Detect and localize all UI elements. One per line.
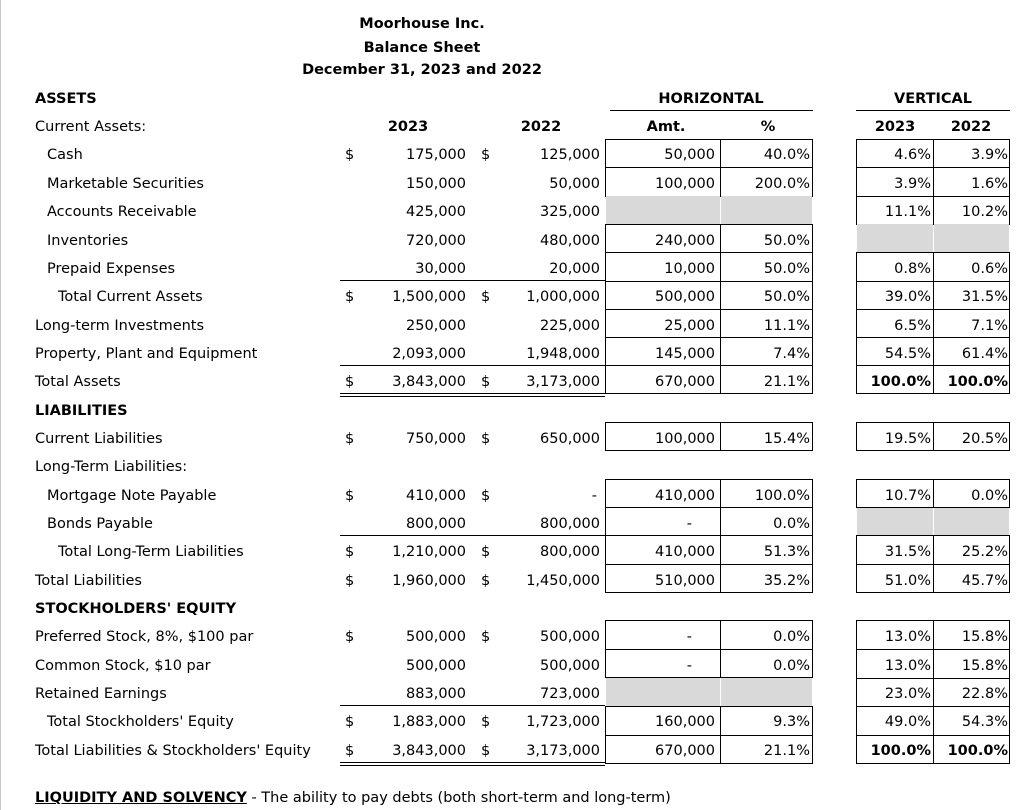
footer-note [35, 789, 671, 807]
label-long-term-liabilities: Long-Term Liabilities: [35, 459, 188, 475]
cell-divider [856, 649, 1010, 650]
vertical-2023: 13.0% [884, 629, 931, 645]
amount-2023: 1,883,000 [392, 714, 466, 730]
horizontal-amt: 240,000 [655, 233, 715, 249]
horizontal-pct: 9.3% [773, 714, 810, 730]
row-label: Common Stock, $10 par [35, 658, 211, 674]
vertical-2023: 13.0% [884, 658, 931, 674]
horizontal-heading: HORIZONTAL [658, 91, 764, 107]
horizontal-pct: 50.0% [763, 289, 810, 305]
subtotal-rule [340, 535, 605, 536]
currency-sign: $ [345, 573, 355, 589]
amount-2022: 3,173,000 [526, 374, 600, 390]
amount-2023: 3,843,000 [392, 374, 466, 390]
cell-divider [856, 564, 1010, 565]
cell-divider [856, 309, 1010, 310]
subtotal-rule [340, 280, 605, 281]
amount-2023: 1,960,000 [392, 573, 466, 589]
row-label: Total Stockholders' Equity [47, 714, 234, 730]
cell-divider [856, 281, 1010, 282]
vertical-2023: 10.7% [884, 488, 931, 504]
currency-sign: $ [481, 743, 491, 759]
section-assets: ASSETS [35, 91, 97, 107]
blank-cell [934, 508, 1009, 535]
horizontal-amt: 25,000 [664, 318, 715, 334]
currency-sign: $ [481, 147, 491, 163]
horizontal-amt: 410,000 [655, 488, 715, 504]
vertical-2023: 39.0% [884, 289, 931, 305]
currency-sign: $ [481, 629, 491, 645]
blank-cell [721, 678, 812, 706]
cell-divider [605, 507, 813, 508]
col-2022: 2022 [520, 119, 562, 135]
amount-2022: - [591, 488, 597, 504]
vertical-2023: 31.5% [884, 544, 931, 560]
vertical-2022: 61.4% [961, 346, 1008, 362]
cell-divider [605, 649, 813, 650]
vertical-2023: 54.5% [884, 346, 931, 362]
horizontal-pct: 0.0% [773, 658, 810, 674]
vertical-2022: 20.5% [961, 431, 1008, 447]
amount-2023: 3,843,000 [392, 743, 466, 759]
statement-title: Balance Sheet [363, 40, 481, 56]
cell-divider [605, 735, 813, 736]
blank-cell [721, 196, 812, 224]
row-label: Property, Plant and Equipment [35, 346, 258, 362]
horizontal-pct: 21.1% [763, 743, 810, 759]
row-label: Accounts Receivable [47, 204, 197, 220]
cell-divider [856, 735, 1010, 736]
row-label: Total Long-Term Liabilities [58, 544, 244, 560]
amount-2023: 410,000 [406, 488, 466, 504]
horizontal-pct: 11.1% [763, 318, 810, 334]
amount-2022: 1,450,000 [526, 573, 600, 589]
subtotal-rule [340, 365, 605, 366]
amount-2023: 175,000 [406, 147, 466, 163]
horizontal-amt: 100,000 [655, 431, 715, 447]
footer-heading: LIQUIDITY AND SOLVENCY [35, 790, 247, 806]
cell-divider [605, 281, 813, 282]
horizontal-pct: 50.0% [763, 233, 810, 249]
vertical-2022: 25.2% [961, 544, 1008, 560]
total-double-rule [340, 762, 605, 763]
vertical-2022: 100.0% [947, 743, 1008, 759]
horizontal-pct: 0.0% [773, 629, 810, 645]
amount-2023: 2,093,000 [392, 346, 466, 362]
vertical-2022: 1.6% [971, 176, 1008, 192]
amount-2022: 50,000 [549, 176, 600, 192]
vertical-2023: 49.0% [884, 714, 931, 730]
horizontal-pct: 35.2% [763, 573, 810, 589]
row-label: Total Assets [35, 374, 121, 390]
vertical-2023: 11.1% [884, 204, 931, 220]
horizontal-amt: - [686, 658, 692, 674]
amount-2023: 500,000 [406, 629, 466, 645]
amount-2023: 425,000 [406, 204, 466, 220]
amount-2022: 723,000 [540, 686, 600, 702]
vertical-2022: 15.8% [961, 629, 1008, 645]
horizontal-amt: 410,000 [655, 544, 715, 560]
label-current-assets: Current Assets: [35, 119, 147, 135]
amount-2022: 125,000 [540, 147, 600, 163]
amount-2022: 800,000 [540, 544, 600, 560]
total-double-rule [340, 393, 605, 394]
cell-divider [856, 167, 1010, 168]
vertical-2023: 6.5% [894, 318, 931, 334]
horizontal-pct: 100.0% [754, 488, 810, 504]
blank-cell [606, 196, 720, 224]
amount-2023: 30,000 [415, 261, 466, 277]
currency-sign: $ [481, 289, 491, 305]
amount-2022: 500,000 [540, 658, 600, 674]
cell-divider [605, 564, 813, 565]
vertical-2022: 22.8% [961, 686, 1008, 702]
horizontal-amt: 670,000 [655, 743, 715, 759]
amount-2023: 883,000 [406, 686, 466, 702]
statement-date: December 31, 2023 and 2022 [302, 62, 542, 78]
currency-sign: $ [481, 431, 491, 447]
vertical-2023: 3.9% [894, 176, 931, 192]
window-edge [0, 0, 1, 810]
currency-sign: $ [345, 743, 355, 759]
vertical-2022: 0.0% [971, 488, 1008, 504]
horizontal-pct: 15.4% [763, 431, 810, 447]
currency-sign: $ [481, 573, 491, 589]
vertical-2022: 100.0% [947, 374, 1008, 390]
vertical-2022: 10.2% [961, 204, 1008, 220]
currency-sign: $ [345, 629, 355, 645]
currency-sign: $ [481, 488, 491, 504]
currency-sign: $ [481, 714, 491, 730]
row-label: Marketable Securities [47, 176, 204, 192]
row-label: Current Liabilities [35, 431, 163, 447]
vertical-2022: 54.3% [961, 714, 1008, 730]
footer-text: - The ability to pay debts (both short-term and long-term) [246, 790, 671, 806]
vertical-2022: 15.8% [961, 658, 1008, 674]
currency-sign: $ [345, 714, 355, 730]
vertical-2023: 51.0% [884, 573, 931, 589]
amount-2023: 750,000 [406, 431, 466, 447]
cell-divider [856, 678, 1010, 679]
currency-sign: $ [345, 289, 355, 305]
horizontal-amt: 50,000 [664, 147, 715, 163]
cell-divider [605, 337, 813, 338]
horizontal-heading-rule [610, 110, 813, 111]
vertical-2022: 45.7% [961, 573, 1008, 589]
currency-sign: $ [345, 431, 355, 447]
cell-divider [605, 309, 813, 310]
row-label: Total Liabilities & Stockholders' Equity [35, 743, 311, 759]
horizontal-amt: - [686, 629, 692, 645]
vertical-2023: 0.8% [894, 261, 931, 277]
row-label: Total Liabilities [35, 573, 142, 589]
amount-2023: 800,000 [406, 516, 466, 532]
amount-2022: 480,000 [540, 233, 600, 249]
row-label: Preferred Stock, 8%, $100 par [35, 629, 254, 645]
amount-2022: 1,000,000 [526, 289, 600, 305]
horizontal-amt: 500,000 [655, 289, 715, 305]
row-label: Inventories [47, 233, 129, 249]
horizontal-amt: 10,000 [664, 261, 715, 277]
cell-divider [856, 337, 1010, 338]
horizontal-pct: 7.4% [773, 346, 810, 362]
currency-sign: $ [345, 374, 355, 390]
horizontal-amt: 510,000 [655, 573, 715, 589]
section-liabilities: LIABILITIES [35, 403, 128, 419]
blank-cell [934, 224, 1009, 252]
amount-2022: 1,723,000 [526, 714, 600, 730]
vertical-2023: 23.0% [884, 686, 931, 702]
cell-divider [605, 365, 813, 366]
blank-cell [606, 678, 720, 706]
amount-2022: 20,000 [549, 261, 600, 277]
horizontal-pct: 21.1% [763, 374, 810, 390]
horizontal-amt: 670,000 [655, 374, 715, 390]
amount-2023: 1,500,000 [392, 289, 466, 305]
amount-2023: 500,000 [406, 658, 466, 674]
horizontal-pct: 40.0% [763, 147, 810, 163]
horizontal-amt: - [686, 516, 692, 532]
amount-2022: 500,000 [540, 629, 600, 645]
amount-2022: 1,948,000 [526, 346, 600, 362]
horizontal-amt: 160,000 [655, 714, 715, 730]
currency-sign: $ [481, 544, 491, 560]
cell-divider [856, 196, 1010, 197]
company-name: Moorhouse Inc. [359, 16, 485, 32]
row-label: Bonds Payable [47, 516, 153, 532]
row-label: Retained Earnings [35, 686, 167, 702]
vertical-2023: 100.0% [870, 374, 931, 390]
vertical-2022: 3.9% [971, 147, 1008, 163]
horizontal-pct: 0.0% [773, 516, 810, 532]
col-pct: % [760, 119, 776, 135]
amount-2022: 650,000 [540, 431, 600, 447]
vertical-2022: 7.1% [971, 318, 1008, 334]
col-amt: Amt. [646, 119, 686, 135]
amount-2023: 1,210,000 [392, 544, 466, 560]
amount-2022: 225,000 [540, 318, 600, 334]
amount-2023: 150,000 [406, 176, 466, 192]
amount-2022: 800,000 [540, 516, 600, 532]
row-label: Mortgage Note Payable [47, 488, 217, 504]
cell-divider [856, 365, 1010, 366]
horizontal-pct: 200.0% [754, 176, 810, 192]
vertical-heading-rule [856, 110, 1010, 111]
section-equity: STOCKHOLDERS' EQUITY [35, 601, 237, 617]
currency-sign: $ [345, 488, 355, 504]
horizontal-amt: 145,000 [655, 346, 715, 362]
amount-2023: 250,000 [406, 318, 466, 334]
row-label: Cash [47, 147, 83, 163]
row-label: Total Current Assets [58, 289, 203, 305]
cell-divider [720, 167, 813, 168]
currency-sign: $ [345, 147, 355, 163]
vertical-2023: 4.6% [894, 147, 931, 163]
total-double-rule [340, 396, 605, 397]
vertical-2022: 0.6% [971, 261, 1008, 277]
cell-divider [605, 167, 721, 168]
subtotal-rule [340, 705, 605, 706]
col-v2022: 2022 [950, 119, 992, 135]
row-label: Long-term Investments [35, 318, 205, 334]
cell-divider [856, 706, 1010, 707]
vertical-2022: 31.5% [961, 289, 1008, 305]
blank-cell [857, 508, 933, 535]
col-2023: 2023 [387, 119, 429, 135]
cell-divider [605, 535, 813, 536]
amount-2022: 325,000 [540, 204, 600, 220]
horizontal-pct: 50.0% [763, 261, 810, 277]
cell-divider [605, 252, 813, 253]
blank-cell [857, 224, 933, 252]
currency-sign: $ [481, 374, 491, 390]
horizontal-amt: 100,000 [655, 176, 715, 192]
horizontal-pct: 51.3% [763, 544, 810, 560]
vertical-2023: 100.0% [870, 743, 931, 759]
vertical-heading: VERTICAL [893, 91, 973, 107]
currency-sign: $ [345, 544, 355, 560]
total-double-rule [340, 765, 605, 766]
amount-2022: 3,173,000 [526, 743, 600, 759]
row-label: Prepaid Expenses [47, 261, 176, 277]
col-v2023: 2023 [874, 119, 916, 135]
amount-2023: 720,000 [406, 233, 466, 249]
vertical-2023: 19.5% [884, 431, 931, 447]
